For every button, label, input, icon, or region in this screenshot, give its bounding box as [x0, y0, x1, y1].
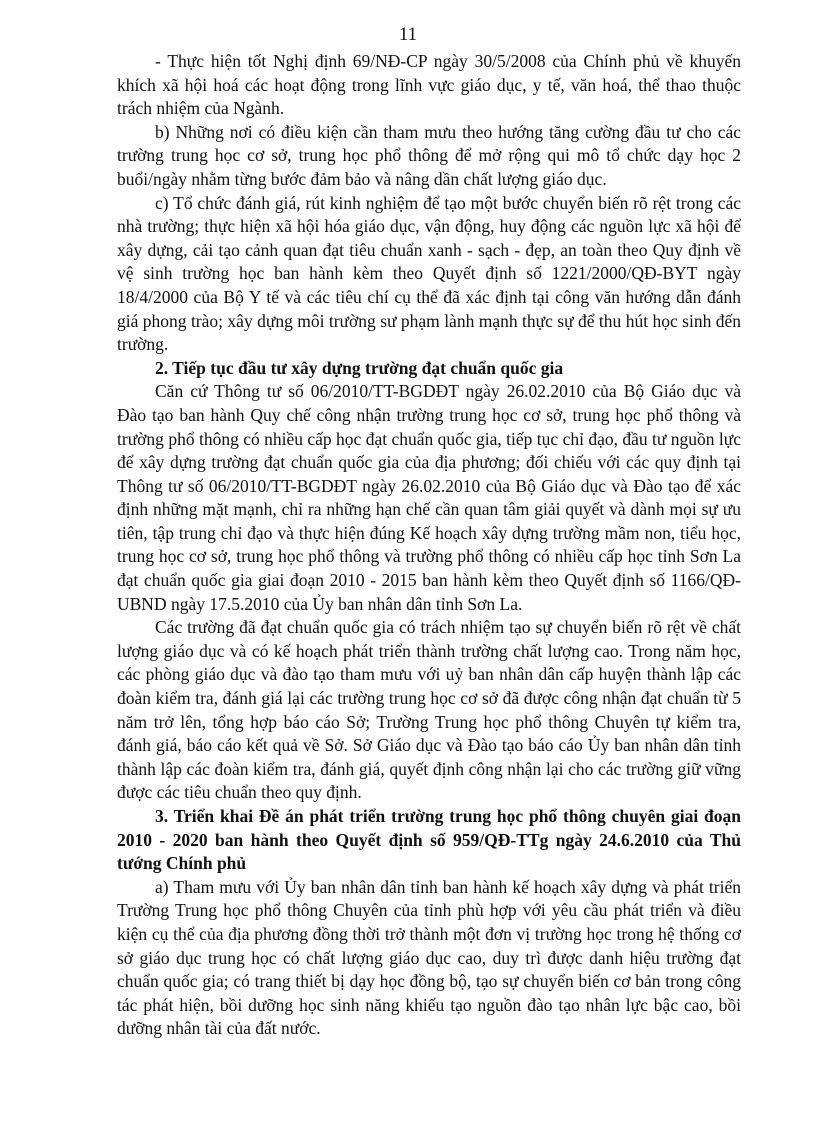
section-heading-3: 3. Triển khai Đề án phát triển trường trung học phổ thông chuyên giai đoạn 2010 - 2020 ban hành theo Quyết định số 959/QĐ-TTg ngày 24.6.2010 của Thủ tướng Chính phủ [117, 806, 741, 874]
paragraph-item-a: a) Tham mưu với Ủy ban nhân dân tỉnh ban hành kế hoạch xây dựng và phát triển Trường Trung học phổ thông Chuyên của tỉnh phù hợp với yêu cầu phát triển và điều kiện cụ thể của địa phương đồng thời trở thành một đơn vị trường học trong hệ thống cơ sở giáo dục trung học có chất lượng giáo dục cao, duy trì được danh hiệu trường đạt chuẩn quốc gia; có trang thiết bị dạy học đồng bộ, tạo sự chuyển biến cơ bản trong công tác phát hiện, bồi dưỡng học sinh năng khiếu tạo nguồn đào tạo nhân lực bậc cao, bồi dưỡng nhân tài của đất nước. [117, 876, 741, 1039]
page-number: 11 [398, 24, 418, 45]
document-body [117, 50, 741, 1041]
paragraph-item-b: b) Những nơi có điều kiện cần tham mưu theo hướng tăng cường đầu tư cho các trường trung học cơ sở, trung học phổ thông để mở rộng qui mô tổ chức dạy học 2 buổi/ngày nhằm từng bước đảm bảo và nâng dần chất lượng giáo dục. [117, 121, 741, 189]
paragraph-item-c: c) Tổ chức đánh giá, rút kinh nghiệm để tạo một bước chuyển biến rõ rệt trong các nhà trường; thực hiện xã hội hóa giáo dục, vận động, huy động các nguồn lực xã hội để xây dựng, cải tạo cảnh quan đạt tiêu chuẩn xanh - sạch - đẹp, an toàn theo Quy định về vệ sinh trường học ban hành kèm theo Quyết định số 1221/2000/QĐ-BYT ngày 18/4/2000 của Bộ Y tế và các tiêu chí cụ thể đã xác định tại công văn hướng dẫn đánh giá phong trào; xây dựng môi trường sư phạm lành mạnh thực sự để thu hút học sinh đến trường. [117, 192, 741, 355]
paragraph-social-mobilization: - Thực hiện tốt Nghị định 69/NĐ-CP ngày 30/5/2008 của Chính phủ về khuyến khích xã hội hoá các hoạt động trong lĩnh vực giáo dục, y tế, văn hoá, thể thao thuộc trách nhiệm của Ngành. [117, 51, 741, 119]
paragraph-standard-schools: Các trường đã đạt chuẩn quốc gia có trách nhiệm tạo sự chuyển biến rõ rệt về chất lượng giáo dục và có kế hoạch phát triển thành trường chất lượng cao. Trong năm học, các phòng giáo dục và đào tạo tham mưu với uỷ ban nhân dân cấp huyện thành lập các đoàn kiểm tra, đánh giá lại các trường trung học cơ sở đã được công nhận đạt chuẩn từ 5 năm trở lên, tổng hợp báo cáo Sở; Trường Trung học phổ thông Chuyên tự kiểm tra, đánh giá, báo cáo kết quả về Sở. Sở Giáo dục và Đào tạo báo cáo Ủy ban nhân dân tỉnh thành lập các đoàn kiểm tra, đánh giá, quyết định công nhận lại cho các trường giữ vững được các tiêu chuẩn theo quy định. [117, 617, 741, 803]
paragraph-circular-06: Căn cứ Thông tư số 06/2010/TT-BGDĐT ngày 26.02.2010 của Bộ Giáo dục và Đào tạo ban hành Quy chế công nhận trường trung học cơ sở, trung học phổ thông và trường phổ thông có nhiều cấp học đạt chuẩn quốc gia, tiếp tục chỉ đạo, đầu tư nguồn lực để xây dựng trường đạt chuẩn quốc gia của địa phương; đối chiếu với các quy định tại Thông tư số 06/2010/TT-BGDĐT ngày 26.02.2010 của Bộ Giáo dục và Đào tạo để xác định những mặt mạnh, chỉ ra những hạn chế cần quan tâm giải quyết và dành mọi sự ưu tiên, tập trung chỉ đạo và thực hiện đúng Kế hoạch xây dựng trường mầm non, tiểu học, trung học cơ sở, trung học phổ thông và trường phổ thông có nhiều cấp học tỉnh Sơn La đạt chuẩn quốc gia giai đoạn 2010 - 2015 ban hành kèm theo Quyết định số 1166/QĐ-UBND ngày 17.5.2010 của Ủy ban nhân dân tỉnh Sơn La. [117, 381, 741, 614]
section-heading-2: 2. Tiếp tục đầu tư xây dựng trường đạt chuẩn quốc gia [155, 357, 564, 378]
